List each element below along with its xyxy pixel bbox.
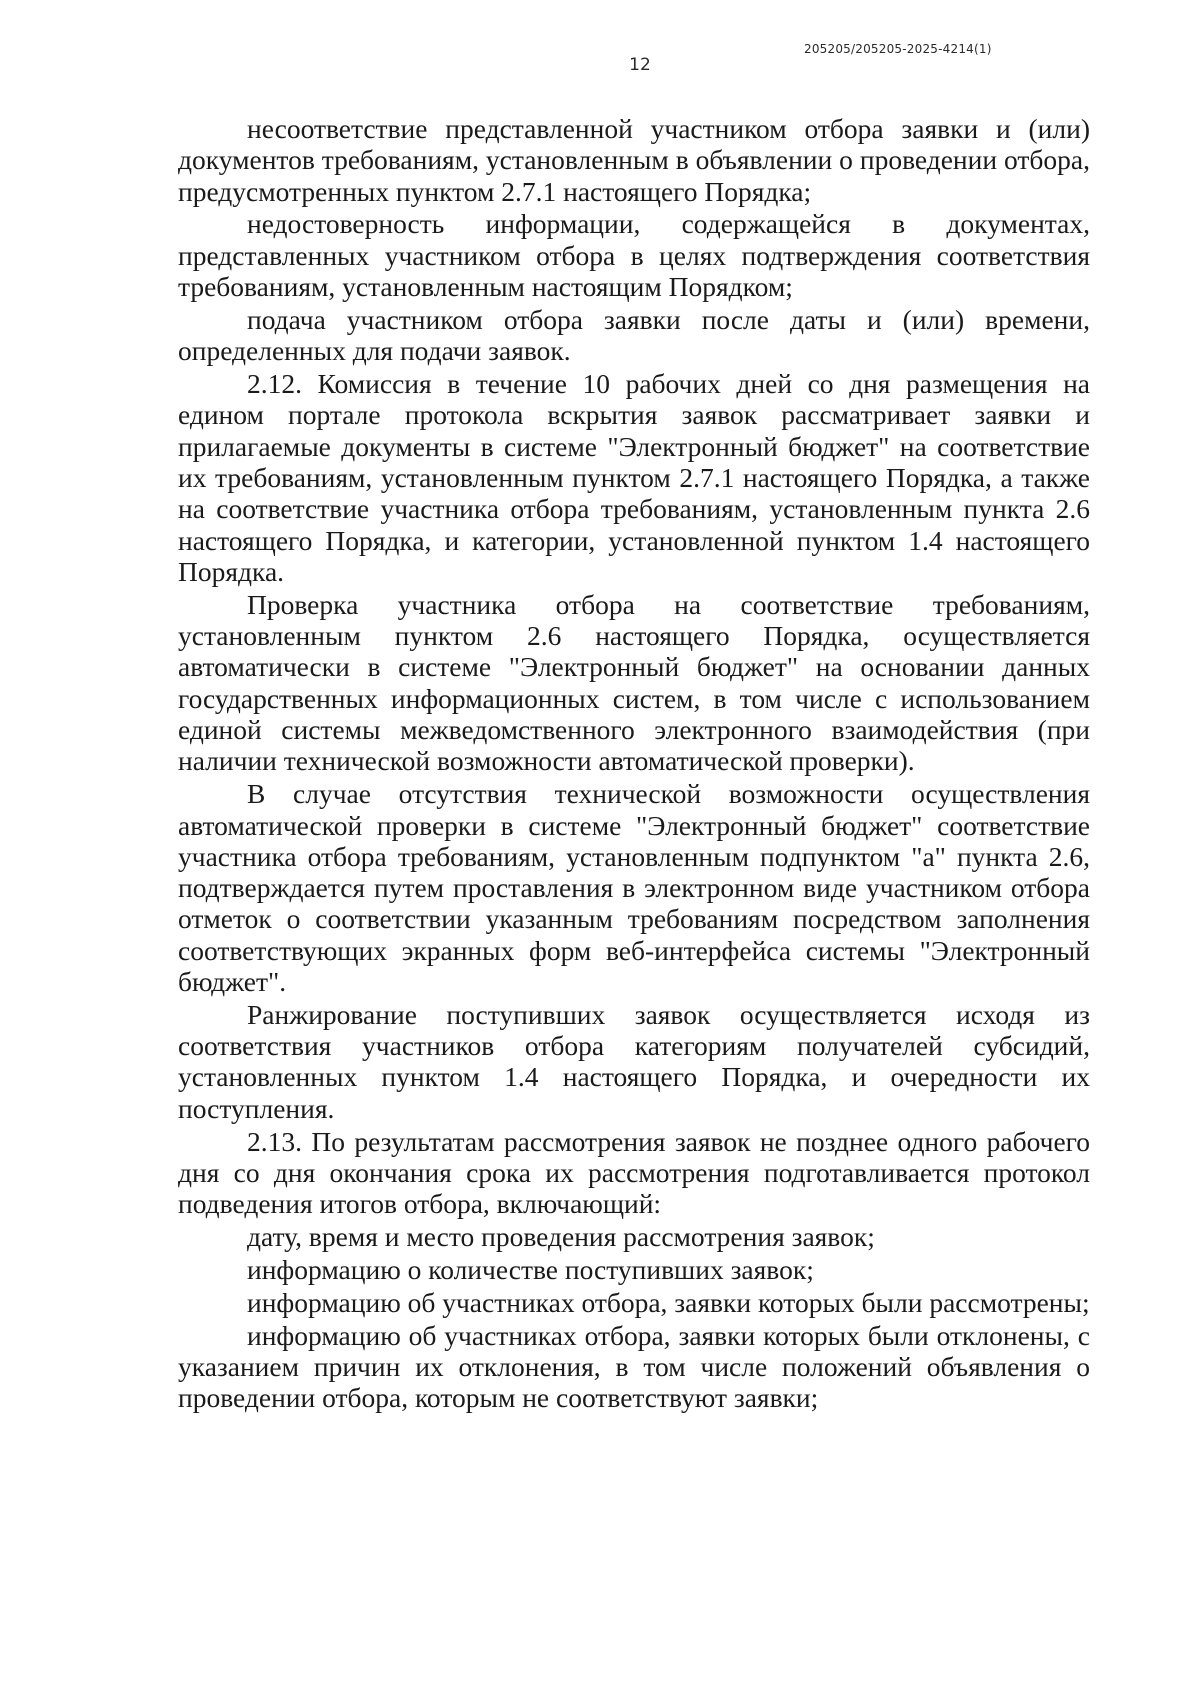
document-body [178, 113, 1090, 1415]
paragraph-manual-confirmation: В случае отсутствия технической возможности осуществления автоматической проверки в системе "Электронный бюджет" соответствие участника отбора требованиям, установленным подпунктом "а" пункта 2.6, подтверждается путем проставления в электронном виде участником отбора отметок о соответствии указанным требованиям посредством заполнения соответствующих экранных форм веб-интерфейса системы "Электронный бюджет". [178, 778, 1090, 997]
paragraph-late-submission: подача участником отбора заявки после даты и (или) времени, определенных для подачи заявок. [178, 303, 1090, 367]
list-item-date-time-place: дату, время и место проведения рассмотрения заявок; [247, 1221, 875, 1253]
paragraph-ranking: Ранжирование поступивших заявок осуществляется исходя из соответствия участников отбора категориям получателей субсидий, установленных пунктом 1.4 настоящего Порядка, и очередности их поступления. [178, 998, 1090, 1124]
paragraph-automatic-check: Проверка участника отбора на соответствие требованиям, установленным пунктом 2.6 настоящего Порядка, осуществляется автоматически в системе "Электронный бюджет" на основании данных государственных информационных систем, в том числе с использованием единой системы межведомственного электронного взаимодействия (при наличии технической возможности автоматической проверки). [178, 588, 1090, 777]
list-item-received-count: информацию о количестве поступивших заявок; [247, 1254, 814, 1286]
paragraph-inconsistency: несоответствие представленной участником отбора заявки и (или) документов требованиям, установленным в объявлении о проведении отбора, предусмотренных пунктом 2.7.1 настоящего Порядка; [178, 113, 1090, 207]
list-item-reviewed-participants: информацию об участниках отбора, заявки которых были рассмотрены; [247, 1286, 1090, 1318]
list-item-rejected-participants: информацию об участниках отбора, заявки которых были отклонены, с указанием причин их отклонения, в том числе положений объявления о проведении отбора, которым не соответствуют заявки; [178, 1319, 1090, 1414]
document-id: 205205/205205-2025-4214(1) [804, 42, 992, 56]
page-number: 12 [629, 55, 651, 75]
paragraph-unreliable-info: недостоверность информации, содержащейся в документах, представленных участником отбора в целях подтверждения соответствия требованиям, установленным настоящим Порядком; [178, 208, 1090, 303]
paragraph-2-13: 2.13. По результатам рассмотрения заявок не позднее одного рабочего дня со дня окончания срока их рассмотрения подготавливается протокол подведения итогов отбора, включающий: [178, 1125, 1090, 1220]
paragraph-2-12: 2.12. Комиссия в течение 10 рабочих дней со дня размещения на едином портале протокола вскрытия заявок рассматривает заявки и прилагаемые документы в системе "Электронный бюджет" на соответствие их требованиям, установленным пунктом 2.7.1 настоящего Порядка, а также на соответствие участника отбора требованиям, установленным пункта 2.6 настоящего Порядка, и категории, установленной пунктом 1.4 настоящего Порядка. [178, 368, 1090, 587]
